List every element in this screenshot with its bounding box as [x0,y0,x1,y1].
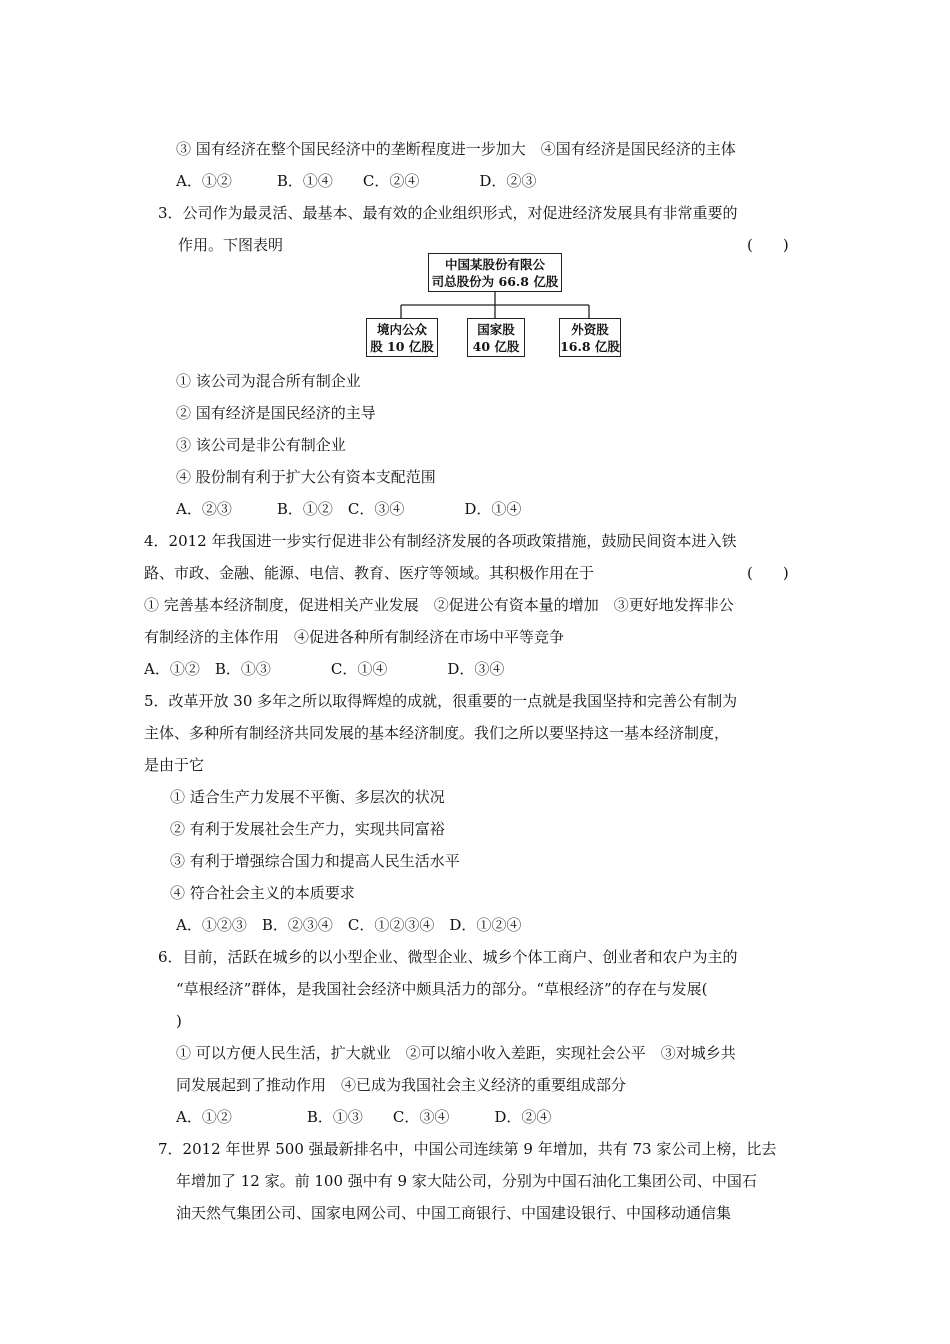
q5-stem-line2: 主体、多种所有制经济共同发展的基本经济制度。我们之所以要坚持这一基本经济制度， [144,724,730,742]
q3-option-3: ③ 该公司是非公有制企业 [176,436,346,454]
q3-answer-line: A．②③ B．①② C．③④ D．①④ [176,500,522,518]
q6-answer-line: A．①② B．①③ C．③④ D．②④ [176,1108,552,1126]
q3-option-2: ② 国有经济是国民经济的主导 [176,404,376,422]
answer-line-prev: A．①② B．①④ C．②④ D．②③ [176,172,537,190]
q7-stem-line1: 7．2012 年世界 500 强最新排名中，中国公司连续第 9 年增加，共有 73 家公司上榜，比去 [158,1140,777,1158]
diagram-company-line2: 司总股份为 66.8 亿股 [431,273,559,289]
q5-stem-line1: 5．改革开放 30 多年之所以取得辉煌的成就，很重要的一点就是我国坚持和完善公有制为 [144,692,738,710]
diagram-state-line2: 40 亿股 [472,338,520,354]
q6-option-line2: 同发展起到了推动作用 ④已成为我国社会主义经济的重要组成部分 [176,1076,627,1094]
q5-stem-line3: 是由于它 [144,756,205,774]
option-line-prev: ③ 国有经济在整个国民经济中的垄断程度进一步加大 ④国有经济是国民经济的主体 [176,140,736,158]
diagram-company-total-box [428,253,562,292]
q4-answer-line: A．①② B．①③ C．①④ D．③④ [144,660,505,678]
q6-option-line1: ① 可以方便人民生活，扩大就业 ②可以缩小收入差距，实现社会公平 ③对城乡共 [176,1044,736,1062]
q4-stem-line2: 路、市政、金融、能源、电信、教育、医疗等领域。其积极作用在于 [144,564,595,582]
q7-stem-line2: 年增加了 12 家。前 100 强中有 9 家大陆公司，分别为中国石油化工集团公司、中国石 [176,1172,757,1190]
diagram-foreign-shares-box [559,318,621,357]
q7-stem-line3: 油天然气集团公司、国家电网公司、中国工商银行、中国建设银行、中国移动通信集 [176,1204,732,1222]
q5-option-3: ③ 有利于增强综合国力和提高人民生活水平 [170,852,460,870]
q3-answer-paren: ( ) [747,236,789,254]
q4-option-line2: 有制经济的主体作用 ④促进各种所有制经济在市场中平等竞争 [144,628,565,646]
q5-option-2: ② 有利于发展社会生产力，实现共同富裕 [170,820,445,838]
q3-option-4: ④ 股份制有利于扩大公有资本支配范围 [176,468,436,486]
q4-answer-paren: ( ) [747,564,789,582]
q3-stem-line2: 作用。下图表明 [178,236,284,254]
q3-option-1: ① 该公司为混合所有制企业 [176,372,361,390]
diagram-company-line1: 中国某股份有限公 [444,256,545,272]
diagram-state-shares-box [467,318,525,357]
q4-stem-line1: 4．2012 年我国进一步实行促进非公有制经济发展的各项政策措施，鼓励民间资本进入铁 [144,532,737,550]
diagram-foreign-line1: 外资股 [571,321,609,337]
q6-stem-line3: ) [176,1012,182,1030]
q6-stem-line1: 6．目前，活跃在城乡的以小型企业、微型企业、城乡个体工商户、创业者和农户为主的 [158,948,738,966]
q5-answer-line: A．①②③ B．②③④ C．①②③④ D．①②④ [176,916,522,934]
diagram-foreign-line2: 16.8 亿股 [560,338,620,354]
diagram-state-line1: 国家股 [477,321,515,337]
q3-stem-line1: 3．公司作为最灵活、最基本、最有效的企业组织形式，对促进经济发展具有非常重要的 [158,204,738,222]
q6-stem-line2: “草根经济”群体，是我国社会经济中颇具活力的部分。“草根经济”的存在与发展( [176,980,708,998]
diagram-domestic-line1: 境内公众 [376,321,427,337]
q5-option-4: ④ 符合社会主义的本质要求 [170,884,355,902]
q4-option-line1: ① 完善基本经济制度，促进相关产业发展 ②促进公有资本量的增加 ③更好地发挥非公 [144,596,734,614]
diagram-domestic-shares-box [366,318,438,357]
q5-option-1: ① 适合生产力发展不平衡、多层次的状况 [170,788,445,806]
diagram-domestic-line2: 股 10 亿股 [370,338,434,354]
